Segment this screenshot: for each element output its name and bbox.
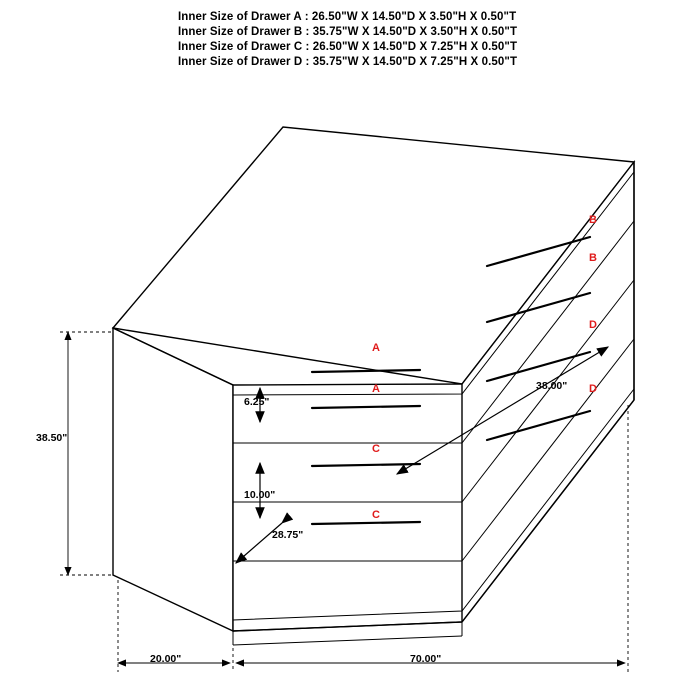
drawer-label-d1: D <box>589 319 597 331</box>
label-front-width: 38.00" <box>536 380 568 392</box>
cabinet-left-side <box>113 328 233 631</box>
spec-line-d: Inner Size of Drawer D : 35.75"W X 14.50"D X 7.25"H X 0.50"T <box>178 56 518 68</box>
label-depth: 20.00" <box>150 653 182 665</box>
drawer-label-b2: B <box>589 252 597 264</box>
drawer-label-a1: A <box>372 342 380 354</box>
drawer-label-c1: C <box>372 443 380 455</box>
drawer-label-c2: C <box>372 509 380 521</box>
label-height: 38.50" <box>36 432 68 444</box>
spec-line-b: Inner Size of Drawer B : 35.75"W X 14.50"D X 3.50"H X 0.50"T <box>178 26 518 38</box>
label-lower-height: 28.75" <box>272 529 304 541</box>
label-width: 70.00" <box>410 653 442 665</box>
label-drawer-c-height: 10.00" <box>244 489 276 501</box>
drawer-label-b1: B <box>589 214 597 226</box>
spec-line-c: Inner Size of Drawer C : 26.50"W X 14.50"D X 7.25"H X 0.50"T <box>178 41 518 53</box>
spec-line-a: Inner Size of Drawer A : 26.50"W X 14.50"D X 3.50"H X 0.50"T <box>178 11 517 23</box>
drawer-label-d2: D <box>589 383 597 395</box>
label-drawer-a-height: 6.25" <box>244 396 270 408</box>
drawer-label-a2: A <box>372 383 380 395</box>
dimension-height <box>60 332 113 575</box>
